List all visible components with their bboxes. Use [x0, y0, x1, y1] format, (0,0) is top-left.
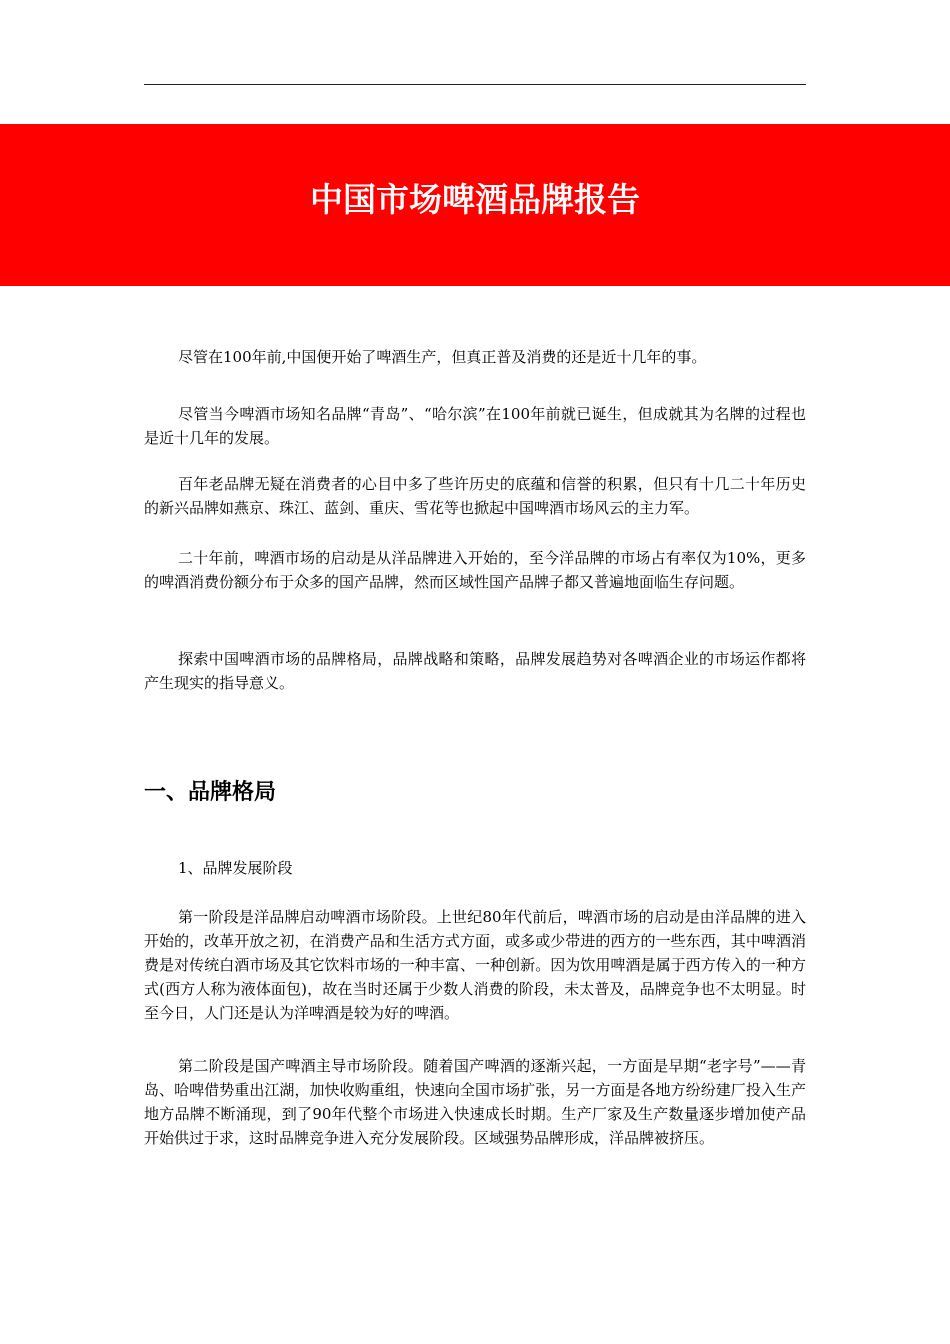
intro-paragraph-2-block: [144, 402, 806, 450]
intro-paragraph-3-block: [144, 472, 806, 520]
intro-paragraph: 尽管在100年前,中国便开始了啤酒生产，但真正普及消费的还是近十几年的事。: [178, 348, 707, 366]
title-banner: [0, 124, 950, 286]
header-rule: [144, 84, 806, 85]
intro-paragraph: 尽管当今啤酒市场知名品牌“青岛”、“哈尔滨”在100年前就已诞生，但成就其为名牌的过程也是近十几年的发展。: [144, 405, 806, 447]
intro-paragraph: 探索中国啤酒市场的品牌格局，品牌战略和策略，品牌发展趋势对各啤酒企业的市场运作都将产生现实的指导意义。: [144, 650, 806, 692]
intro-paragraph: 二十年前，啤酒市场的启动是从洋品牌进入开始的，至今洋品牌的市场占有率仅为10%，更多的啤酒消费份额分布于众多的国产品牌，然而区域性国产品牌子都又普遍地面临生存问题。: [144, 549, 806, 591]
document-title: 中国市场啤酒品牌报告: [310, 179, 640, 219]
section-paragraph: 第二阶段是国产啤酒主导市场阶段。随着国产啤酒的逐渐兴起，一方面是早期“老字号”——青岛、哈啤借势重出江湖，加快收购重组，快速向全国市场扩张，另一方面是各地方纷纷建厂投入生产地方品牌不断涌现，到了90年代整个市场进入快速成长时期。生产厂家及生产数量逐步增加使产品开始供过于求，这时品牌竞争进入充分发展阶段。区域强势品牌形成，洋品牌被挤压。: [144, 1057, 806, 1147]
section-paragraph-1-block: [144, 905, 806, 1025]
intro-paragraph-5-block: [144, 647, 806, 695]
section-paragraph-2-block: [144, 1054, 806, 1150]
section-heading: 一、品牌格局: [144, 780, 277, 805]
intro-paragraph: 百年老品牌无疑在消费者的心目中多了些许历史的底蕴和信誉的积累，但只有十几二十年历史的新兴品牌如燕京、珠江、蓝剑、重庆、雪花等也掀起中国啤酒市场风云的主力军。: [144, 475, 806, 517]
intro-paragraph-1-block: [144, 345, 806, 369]
subsection-heading: 1、品牌发展阶段: [178, 859, 293, 877]
section-paragraph: 第一阶段是洋品牌启动啤酒市场阶段。上世纪80年代前后，啤酒市场的启动是由洋品牌的进入开始的，改革开放之初，在消费产品和生活方式方面，或多或少带进的西方的一些东西，其中啤酒消费是对传统白酒市场及其它饮料市场的一种丰富、一种创新。因为饮用啤酒是属于西方传入的一种方式(西方人称为液体面包)，故在当时还属于少数人消费的阶段，未太普及，品牌竞争也不太明显。时至今日，人门还是认为洋啤酒是较为好的啤酒。: [144, 908, 806, 1022]
intro-paragraph-4-block: [144, 546, 806, 594]
